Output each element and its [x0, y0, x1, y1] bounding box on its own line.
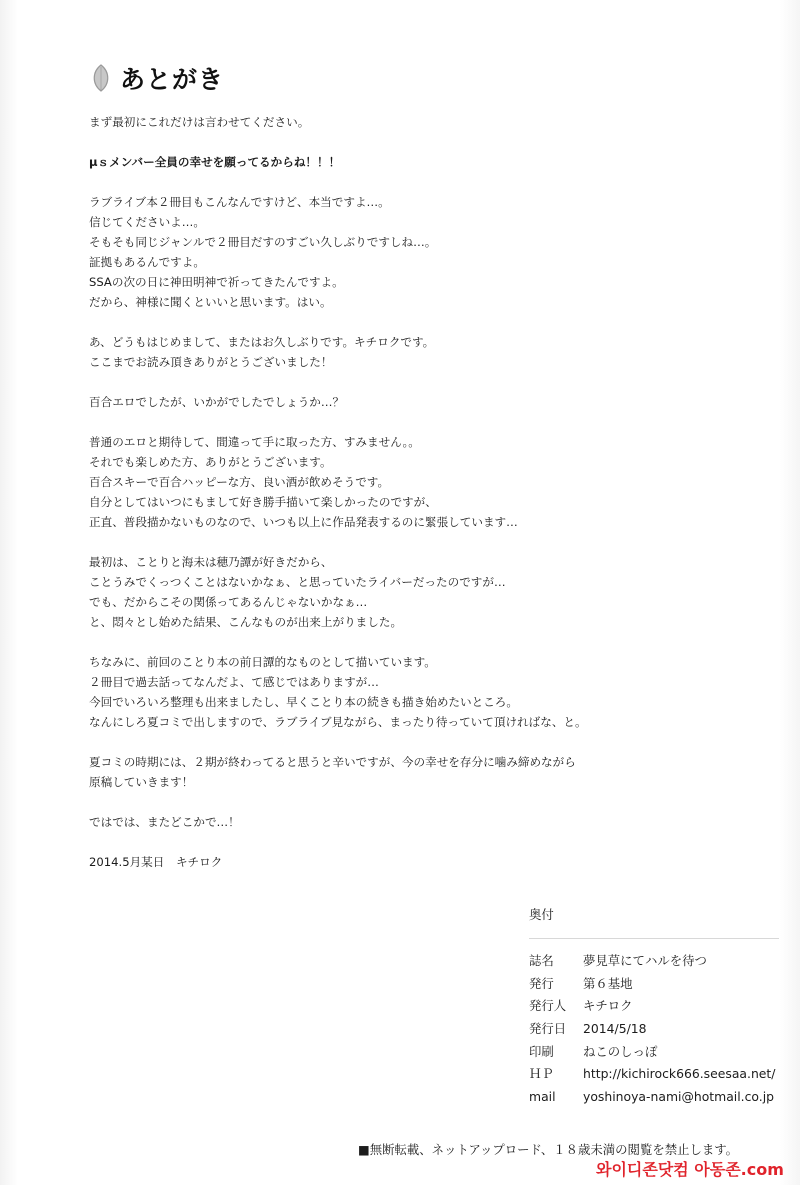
text-line: だから、神様に聞くといいと思います。はい。: [89, 295, 332, 309]
colophon-row: [529, 1086, 789, 1109]
colophon-row: [529, 1041, 789, 1064]
paragraph: [89, 812, 729, 832]
colophon-row: [529, 950, 789, 973]
leaf-icon: [90, 63, 112, 93]
paragraph: [89, 752, 729, 792]
paragraph: [89, 852, 729, 872]
paragraph: [89, 152, 729, 172]
text-line: まず最初にこれだけは言わせてください。: [89, 115, 310, 129]
text-line: なんにしろ夏コミで出しますので、ラブライブ見ながら、まったり待っていて頂ければな、と。: [89, 715, 587, 729]
text-line: 百合エロでしたが、いかがでしたでしょうか…？: [89, 395, 345, 409]
text-line: 正直、普段描かないものなので、いつも以上に作品発表するのに緊張しています…: [89, 515, 518, 529]
colophon-key: mail: [529, 1089, 556, 1105]
colophon-key: 発行日: [529, 1021, 567, 1037]
text-line: SSAの次の日に神田明神で祈ってきたんですよ。: [89, 275, 344, 289]
colophon-value: ねこのしっぽ: [583, 1043, 658, 1059]
text-line: あ、どうもはじめまして、またはお久しぶりです。キチロクです。: [89, 335, 435, 349]
text-line: 証拠もあるんですよ。: [89, 255, 205, 269]
paragraph: [89, 112, 729, 132]
text-line: 自分としてはいつにもまして好き勝手描いて楽しかったのですが、: [89, 495, 437, 509]
colophon-key: 印刷: [529, 1043, 554, 1059]
text-line: 夏コミの時期には、２期が終わってると思うと辛いですが、今の幸せを存分に噛み締めながら: [89, 755, 576, 769]
paragraph: [89, 192, 729, 312]
text-line: ちなみに、前回のことり本の前日譚的なものとして描いています。: [89, 655, 436, 669]
afterword-body: [89, 112, 729, 892]
prohibition-notice: ■無断転載、ネットアップロード、１８歳未満の閲覧を禁止します。: [358, 1142, 739, 1157]
colophon-value: 第６基地: [583, 975, 633, 991]
colophon-title: 奥付: [529, 907, 554, 922]
colophon-key: 発行: [529, 975, 554, 991]
text-line: 今回でいろいろ整理も出来ましたし、早くことり本の続きも描き始めたいところ。: [89, 695, 518, 709]
colophon-row: [529, 1063, 789, 1086]
colophon-value: http://kichirock666.seesaa.net/: [583, 1066, 776, 1082]
text-line: 百合スキーで百合ハッピーな方、良い酒が飲めそうです。: [89, 475, 390, 489]
colophon-key: 発行人: [529, 998, 567, 1014]
text-line: ことうみでくっつくことはないかなぁ、と思っていたライバーだったのですが…: [89, 575, 506, 589]
paragraph: [89, 332, 729, 372]
colophon-value: 2014/5/18: [583, 1021, 647, 1037]
text-line: それでも楽しめた方、ありがとうございます。: [89, 455, 332, 469]
text-line: と、悶々とし始めた結果、こんなものが出来上がりました。: [89, 615, 403, 629]
paragraph: [89, 392, 729, 412]
colophon-value: yoshinoya-nami@hotmail.co.jp: [583, 1089, 775, 1105]
colophon-rows: [529, 950, 789, 1109]
text-line: ラブライブ本２冊目もこんなんですけど、本当ですよ…。: [89, 195, 390, 209]
colophon-value: 夢見草にてハルを待つ: [583, 953, 707, 968]
site-watermark: 와이디존닷컴 아동존.com: [596, 1160, 784, 1179]
colophon-key: 誌名: [529, 953, 554, 968]
text-line: 普通のエロと期待して、間違って手に取った方、すみません。。: [89, 435, 420, 449]
text-line: 2014.5月某日 キチロク: [89, 855, 223, 869]
paragraph: [89, 432, 729, 532]
colophon-row: [529, 1018, 789, 1041]
colophon-row: [529, 973, 789, 996]
text-line: でも、だからこその関係ってあるんじゃないかなぁ…: [89, 595, 368, 609]
page-title: あとがき: [120, 65, 225, 94]
colophon-divider: [529, 938, 779, 939]
text-line: ここまでお読み頂きありがとうございました！: [89, 355, 333, 369]
text-line: ２冊目で過去話ってなんだよ、て感じではありますが…: [89, 675, 379, 689]
paragraph: [89, 652, 729, 732]
text-line: μｓメンバー全員の幸せを願ってるからね！！！: [89, 155, 341, 169]
colophon-value: キチロク: [583, 998, 633, 1014]
colophon-row: [529, 995, 789, 1018]
text-line: そもそも同じジャンルで２冊目だすのすごい久しぶりですしね…。: [89, 235, 437, 249]
colophon-key: ＨＰ: [529, 1066, 554, 1082]
afterword-heading: [90, 58, 224, 98]
colophon: [529, 904, 789, 1109]
text-line: 原稿していきます！: [89, 775, 194, 789]
paragraph: [89, 552, 729, 632]
text-line: 最初は、ことりと海未は穂乃譚が好きだから、: [89, 555, 333, 569]
text-line: ではでは、またどこかで…！: [89, 815, 240, 829]
text-line: 信じてくださいよ…。: [89, 215, 205, 229]
